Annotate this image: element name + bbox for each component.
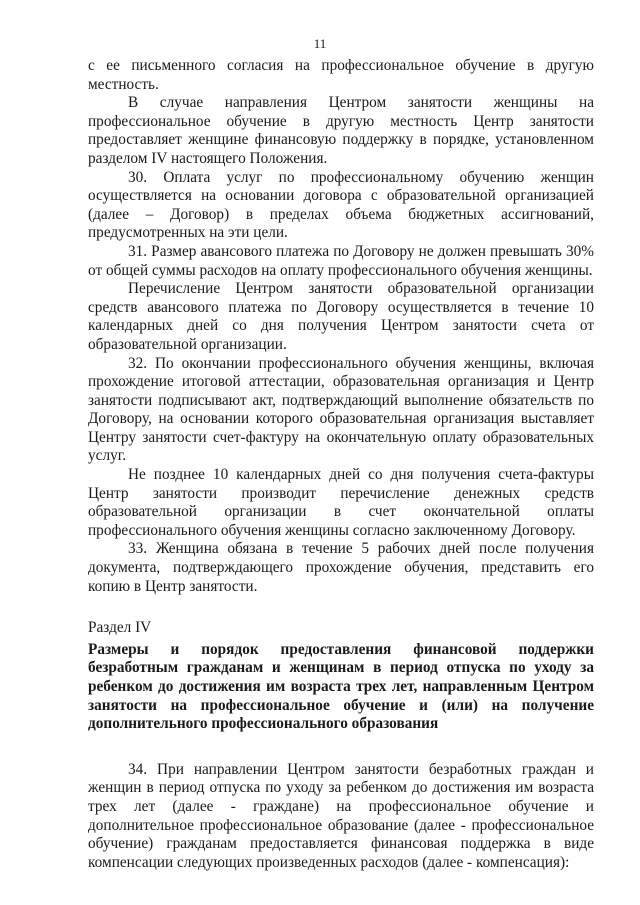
paragraph-item-33: 33. Женщина обязана в течение 5 рабочих дней после получения документа, подтверждающего прохождение обучения, представить его копию в Центр занятости. (88, 540, 594, 595)
paragraph-continuation: с ее письменного согласия на профессиональное обучение в другую местность. (88, 57, 594, 93)
paragraph-item-32: 32. По окончании профессионального обучения женщины, включая прохождение итоговой аттестации, образовательная организация и Центр занятости подписывают акт, подтверждающий выполнение обязательств по Договору, на основании которого образовательная организация выставляет Центру занятости счет-фактуру на окончательную оплату образовательных услуг. (88, 354, 594, 465)
paragraph: Не позднее 10 календарных дней со дня получения счета-фактуры Центр занятости производит перечисление денежных средств образовательной организации в счет окончательной оплаты профессионального обучения женщины согласно заключенному Договору. (88, 466, 594, 539)
document-body (88, 57, 594, 872)
section-title: Размеры и порядок предоставления финансовой поддержки безработным гражданам и женщинам в период отпуска по уходу за ребенком до достижения им возраста трех лет, направленным Центром занятости на профессиональное обучение и (или) на получение дополнительного профессионального образования (88, 640, 594, 733)
paragraph: Перечисление Центром занятости образовательной организации средств авансового платежа по Договору осуществляется в течение 10 календарных дней со дня получения Центром занятости счета от образовательной организации. (88, 280, 594, 353)
paragraph-item-31: 31. Размер авансового платежа по Договору не должен превышать 30% от общей суммы расходов на оплату профессионального обучения женщины. (88, 242, 594, 279)
section-heading: Раздел IV (88, 619, 152, 637)
page-number: 11 (313, 36, 327, 51)
paragraph-item-34: 34. При направлении Центром занятости безработных граждан и женщин в период отпуска по уходу за ребенком до достижения им возраста трех лет (далее - граждане) на профессиональное обучение и дополнительное профессиональное образование (далее - профессиональное обучение) гражданам предоставляется финансовая поддержка в виде компенсации следующих произведенных расходов (далее - компенсация): (88, 760, 594, 871)
paragraph: В случае направления Центром занятости женщины на профессиональное обучение в другую местность Центр занятости предоставляет женщине финансовую поддержку в порядке, установленном разделом IV настоящего Положения. (88, 94, 594, 167)
paragraph-item-30: 30. Оплата услуг по профессиональному обучению женщин осуществляется на основании договора с образовательной организацией (далее – Договор) в пределах объема бюджетных ассигнований, предусмотренных на эти цели. (88, 168, 594, 242)
